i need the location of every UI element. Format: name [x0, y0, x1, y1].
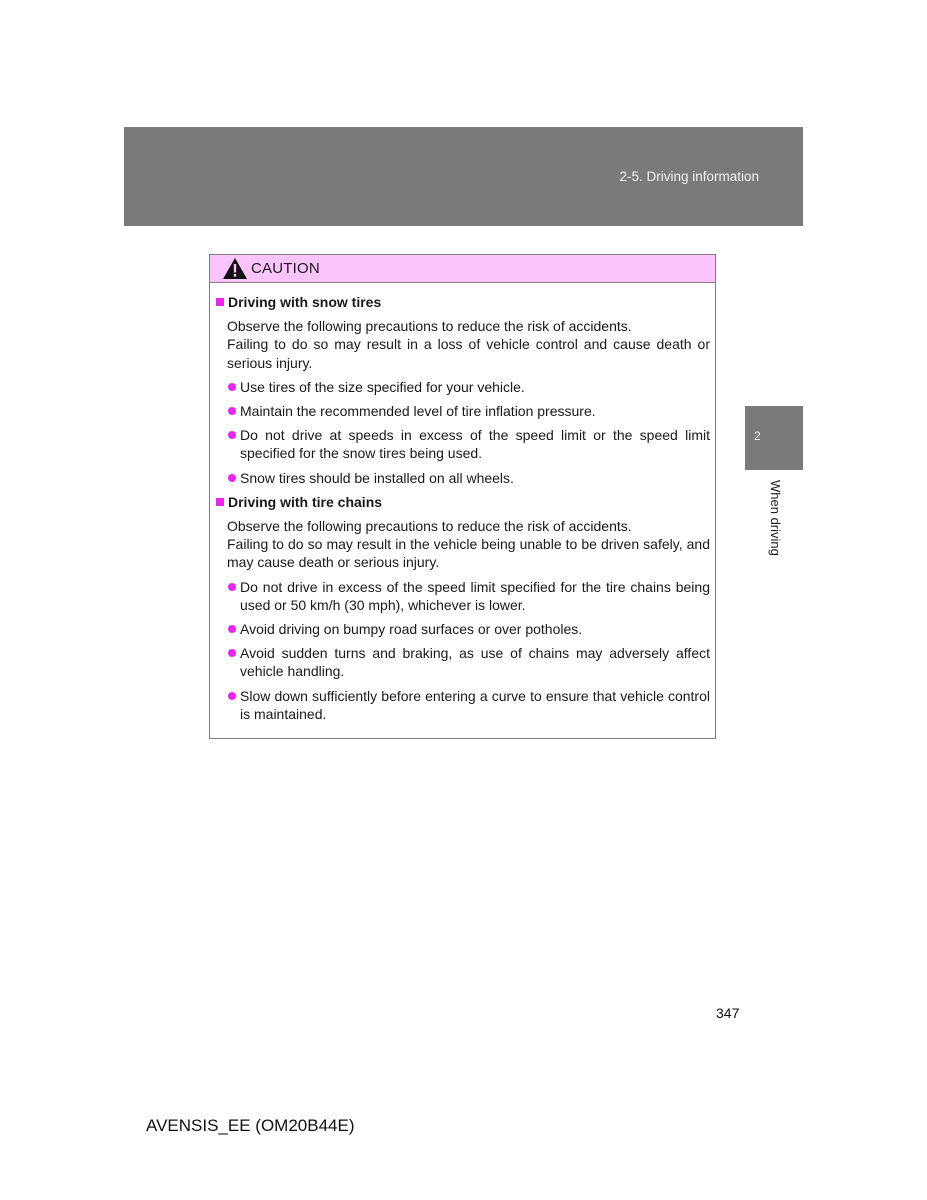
chapter-number: 2: [754, 429, 761, 443]
list-item: Maintain the recommended level of tire inflation pressure.: [216, 402, 710, 420]
page-number: 347: [716, 1005, 740, 1021]
chapter-tab: [745, 406, 803, 470]
square-bullet-icon: [216, 298, 224, 306]
intro-line: Failing to do so may result in a loss of vehicle control and cause death or serious injury.: [227, 336, 710, 371]
intro-paragraph: [216, 517, 710, 572]
list-item: Do not drive in excess of the speed limit specified for the tire chains being used or 50 km/h (30 mph), whichever is lower.: [216, 578, 710, 614]
round-bullet-icon: [228, 383, 236, 391]
intro-line: Observe the following precautions to reduce the risk of accidents.: [227, 518, 632, 535]
round-bullet-icon: [228, 692, 236, 700]
list-item: Do not drive at speeds in excess of the speed limit or the speed limit specified for the snow tires being used.: [216, 426, 710, 462]
document-code: AVENSIS_EE (OM20B44E): [146, 1116, 355, 1135]
round-bullet-icon: [228, 625, 236, 633]
round-bullet-icon: [228, 474, 236, 482]
round-bullet-icon: [228, 583, 236, 591]
square-bullet-icon: [216, 498, 224, 506]
chapter-label: When driving: [768, 480, 783, 556]
round-bullet-icon: [228, 407, 236, 415]
intro-paragraph: [216, 317, 710, 372]
caution-body: [210, 283, 715, 723]
list-item: Use tires of the size specified for your vehicle.: [216, 378, 710, 396]
section-heading-text: Driving with tire chains: [228, 493, 383, 510]
section-heading-text: Driving with snow tires: [228, 294, 382, 310]
list-item: Avoid driving on bumpy road surfaces or over potholes.: [216, 620, 710, 638]
section-title: 2-5. Driving information: [619, 169, 759, 184]
list-item: Snow tires should be installed on all wheels.: [216, 469, 710, 487]
round-bullet-icon: [228, 649, 236, 657]
header-band: [124, 127, 803, 226]
section-snow-tires: [216, 293, 710, 487]
section-tire-chains: [216, 493, 710, 723]
section-heading: [216, 493, 710, 511]
caution-box: [209, 254, 716, 739]
caution-header: [210, 255, 715, 283]
section-heading: [216, 293, 710, 311]
list-item: Slow down sufficiently before entering a curve to ensure that vehicle control is maintained.: [216, 687, 710, 723]
intro-line: Observe the following precautions to reduce the risk of accidents.: [227, 318, 632, 335]
caution-title: CAUTION: [251, 260, 320, 277]
warning-triangle-icon: [223, 258, 247, 279]
round-bullet-icon: [228, 431, 236, 439]
intro-line: Failing to do so may result in the vehicle being unable to be driven safely, and may cause death or serious injury.: [227, 536, 710, 571]
list-item: Avoid sudden turns and braking, as use of chains may adversely affect vehicle handling.: [216, 644, 710, 680]
